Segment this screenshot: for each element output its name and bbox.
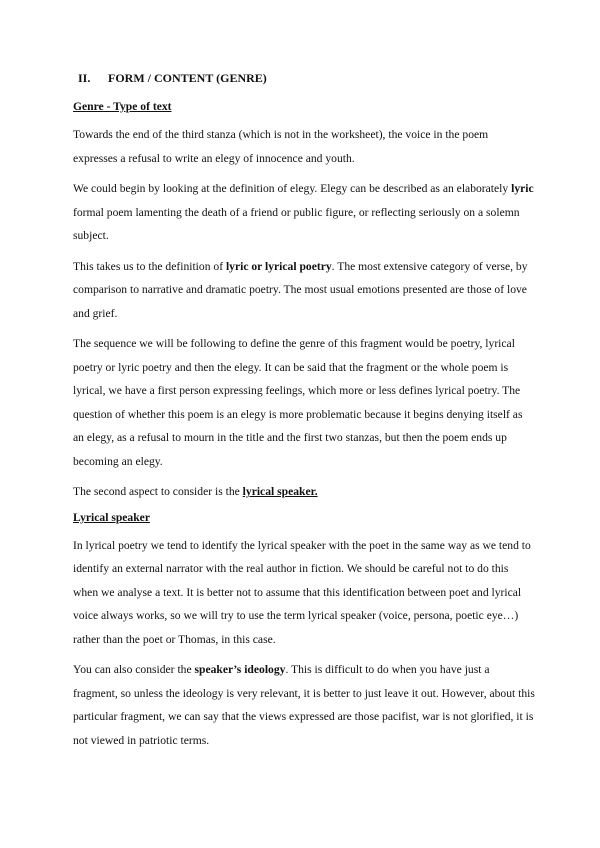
text: The second aspect to consider is the <box>73 485 243 498</box>
paragraph-ideology <box>73 658 535 752</box>
paragraph-lyrical-speaker: In lyrical poetry we tend to identify the lyrical speaker with the poet in the same way as we tend to identify an external narrator with the real author in fiction. We should be careful not to do this when we analyse a text. It is better not to assume that this identification between poet and lyrical voice always works, so we will try to use the term lyrical speaker (voice, persona, poetic eye…) rather than the poet or Thomas, in this case. <box>73 538 531 646</box>
section-number: II. <box>78 71 91 85</box>
paragraph-genre-sequence: The sequence we will be following to define the genre of this fragment would be poetry, lyrical poetry or lyric poetry and then the elegy. It can be said that the fragment or the whole poem is lyrical, we have a first person expressing feelings, which more or less defines lyrical poetry. The question of whether this poem is an elegy is more problematic because it begins denying itself as an elegy, as a refusal to mourn in the title and the first two stanzas, but then the poem ends up becoming an elegy. <box>73 337 523 468</box>
section-title: FORM / CONTENT (GENRE) <box>108 71 267 85</box>
bold-term: speaker’s ideology <box>194 663 286 676</box>
genre-subheading: Genre - Type of text <box>73 100 172 113</box>
bold-term: lyric or lyrical poetry <box>225 259 332 273</box>
text: . The most extensive category of verse, by comparison to narrative and dramatic poetry. The most usual emotions presented are those of love and grief. <box>73 259 528 320</box>
paragraph-refusal: Towards the end of the third stanza (which is not in the worksheet), the voice in the poem expresses a refusal to write an elegy of innocence and youth. <box>73 128 489 165</box>
paragraph-lyric-definition <box>73 255 535 326</box>
text: formal poem lamenting the death of a friend or public figure, or reflecting seriously on a solemn subject. <box>73 205 520 242</box>
text: You can also consider the <box>73 663 195 676</box>
text: We could begin by looking at the definition of elegy. Elegy can be described as an elaborately <box>73 182 512 195</box>
bold-term: lyric <box>511 182 534 195</box>
text: This takes us to the definition of <box>73 259 226 273</box>
paragraph-elegy-definition <box>73 177 535 248</box>
text: . This is difficult to do when you have just a fragment, so unless the ideology is very relevant, it is better to just leave it out. However, about this particular fragment, we can say that the views expressed are those pacifist, war is not glorified, it is not viewed in patriotic terms. <box>73 663 535 747</box>
document-body <box>73 68 535 759</box>
paragraph-second-aspect <box>73 480 535 504</box>
lyrical-speaker-subheading: Lyrical speaker <box>73 510 150 524</box>
section-heading <box>78 68 535 88</box>
bold-term: lyrical speaker. <box>242 485 318 498</box>
